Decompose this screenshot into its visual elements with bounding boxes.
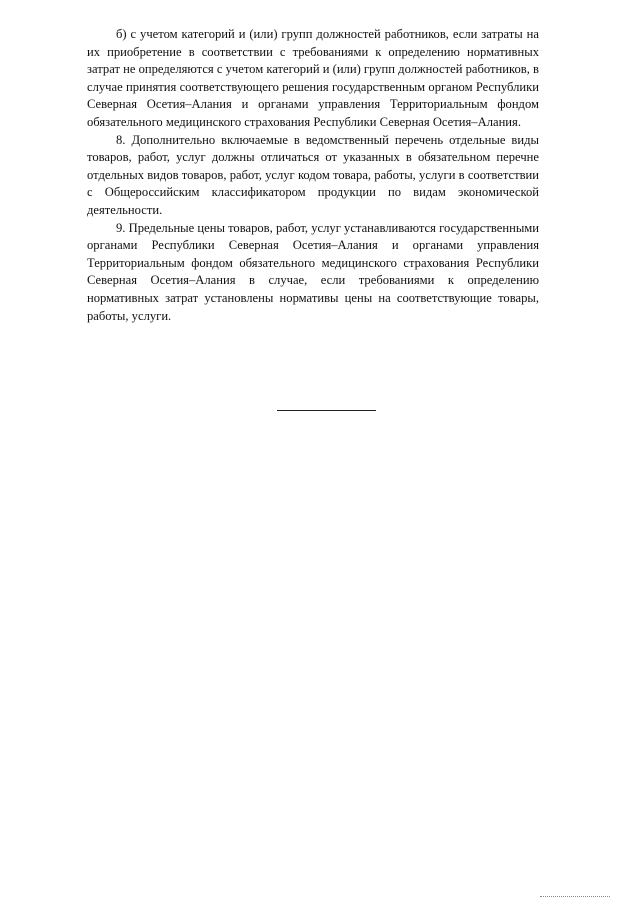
scan-corner-mark (540, 896, 610, 897)
end-of-document-rule (277, 410, 376, 411)
document-body (87, 26, 539, 325)
paragraph-clause-b: б) с учетом категорий и (или) групп должностей работников, если затраты на их приобретение в соответствии с требованиями к определению нормативных затрат не определяются с учетом категорий и (или) групп должностей работников, в случае принятия соответствующего решения государственным органом Республики Северная Осетия–Алания и органами управления Территориальным фондом обязательного медицинского страхования Республики Северная Осетия–Алания. (87, 27, 539, 129)
paragraph-clause-8: 8. Дополнительно включаемые в ведомственный перечень отдельные виды товаров, работ, услуг должны отличаться от указанных в обязательном перечне отдельных видов товаров, работ, услуг кодом товара, работы, услуги в соответствии с Общероссийским классификатором продукции по видам экономической деятельности. (87, 132, 539, 217)
paragraph-clause-9: 9. Предельные цены товаров, работ, услуг устанавливаются государственными органами Республики Северная Осетия–Алания и органами управления Территориальным фондом обязательного медицинского страхования Республики Северная Осетия–Алания в случае, если требованиями к определению нормативных затрат установлены нормативы цены на соответствующие товары, работы, услуги. (87, 220, 539, 323)
